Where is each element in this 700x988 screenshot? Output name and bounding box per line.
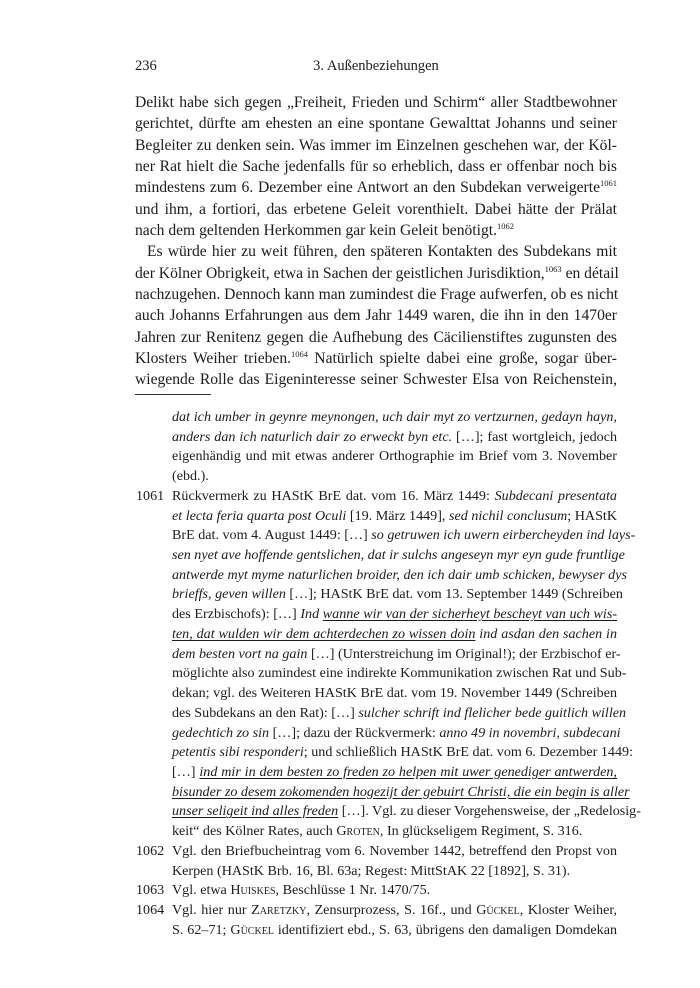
text-line: und ihm, a fortiori, das erbetene Geleit vorenthielt. Dabei hätte der Prälat <box>135 200 617 218</box>
text-line: Klosters Weiher trieben.$^{1064}$ Natürlich spielte dabei eine große, sogar über- <box>135 349 617 368</box>
footnote-1063-line: 1063 Vgl. etwa Huiskes, Beschlüsse 1 Nr. 1470/75. <box>135 881 617 901</box>
text-line: nachzugehen. Dennoch kann man zumindest die Frage aufwerfen, ob es nicht <box>135 286 619 304</box>
footnote-continuation-line: dat ich umber in geynre meynongen, uch dair myt zo vertzurnen, gedayn hayn, <box>172 409 617 425</box>
footnote-ref-1063[interactable]: 1063 <box>544 263 562 274</box>
text-line: auch Johanns Erfahrungen aus dem Jahr 1449 waren, die ihn in den 1470er <box>135 307 617 325</box>
footnote-1061-line: ten, dat wulden wir dem achterdechen zo wissen doin ind asdan den sachen in <box>172 625 617 642</box>
footnote-continuation-line: anders dan ich naturlich dair zo erweckt byn etc. […]; fast wortgleich, jedoch <box>172 428 617 445</box>
text-line: ner Rat hielt die Sache jedenfalls für so erheblich, dass er offenbar noch bis <box>135 158 617 176</box>
text-line: Begleiter zu denken sein. Was immer im Einzelnen geschehen war, der Köl- <box>135 136 617 154</box>
author-name: Zaretzky <box>251 901 307 918</box>
footnote-1061-line: BrE dat. vom 4. August 1449: […] so getruwen ich uwern eirbercheyden ind lays- <box>172 527 636 544</box>
footnote-1061-line: des Subdekans an den Rat): […] sulcher schrift ind flelicher bede guitlich willen <box>172 704 627 721</box>
author-name: Huiskes <box>230 882 276 899</box>
footnote-1061-line <box>135 783 630 803</box>
text-line: nach dem geltenden Herkommen gar kein Geleit benötigt.$^{1062}$ <box>135 221 514 240</box>
footnote-number: 1064 <box>136 901 165 918</box>
main-text <box>135 92 617 391</box>
footnote-ref-1061[interactable]: 1061 <box>600 178 617 189</box>
footnote-1061-line: möglichte also zumindest eine indirekte Kommunikation zwischen Rat und Sub- <box>172 665 627 682</box>
text-line: wiegende Rolle das Eigeninteresse seiner Schwester Elsa von Reichenstein, <box>135 371 617 389</box>
footnote-1061-line: […] ind mir in dem besten zo freden zo helpen mit uwer genediger antwerden, <box>172 763 617 780</box>
footnote-1061-line: 1061 Rückvermerk zu HAStK BrE dat. vom 16. März 1449: Subdecani presentata <box>135 487 617 507</box>
running-head: 3. Außenbeziehungen <box>313 58 439 74</box>
author-name: Gückel <box>230 921 274 938</box>
underlined-quote: bisunder zo desem zokomenden hogezijt der gebuirt Christi, die ein begin is aller <box>172 783 630 800</box>
underlined-quote: ten, dat wulden wir dem achterdechen zo wissen doin <box>172 625 476 642</box>
footnote-1061-line: keit“ des Kölner Rates, auch Groten, In glückseligem Regiment, S. 316. <box>172 823 583 840</box>
footnotes <box>135 408 641 940</box>
underlined-quote: wanne wir van der sicherheyt bescheyt van uch wis- <box>322 606 618 623</box>
text-line: der Kölner Obrigkeit, etwa in Sachen der geistlichen Jurisdiktion,$^{1063}$ en détail <box>135 263 619 282</box>
underlined-quote: ind mir in dem besten zo freden zo helpen mit uwer genediger antwerden, <box>199 763 617 780</box>
footnote-continuation-line: eigenhändig und mit etwas anderer Orthographie im Brief vom 3. November <box>172 448 617 465</box>
footnote-ref-1062[interactable]: 1062 <box>497 221 514 232</box>
text-line: Delikt habe sich gegen „Freiheit, Frieden und Schirm“ aller Stadtbewohner <box>135 94 617 111</box>
page-number: 236 <box>135 58 157 74</box>
underlined-quote: unser seligeit ind alles freden <box>172 803 339 820</box>
author-name: Groten <box>336 823 380 840</box>
footnote-1061-line: brieffs, geven willen […]; HAStK BrE dat. vom 13. September 1449 (Schreiben <box>172 586 623 603</box>
author-name: Gückel <box>476 901 520 918</box>
footnote-1062-line: Kerpen (HAStK Brb. 16, Bl. 63a; Regest: MittStAK 22 [1892], S. 31). <box>172 862 571 879</box>
footnote-ref-1064[interactable]: 1064 <box>291 349 309 360</box>
page-header <box>135 58 617 78</box>
text-line: gerichtet, dürfte am ehesten an eine spontane Gewalttat Johanns und seiner <box>135 115 617 133</box>
text-line: Jahren zur Renitenz gegen die Aufhebung des Cäcilienstiftes zugunsten des <box>135 328 617 346</box>
footnote-1061-line: et lecta feria quarta post Oculi [19. März 1449], sed nichil conclusum; HAStK <box>172 507 618 524</box>
footnote-1061-line: dekan; vgl. des Weiteren HAStK BrE dat. vom 19. November 1449 (Schreiben <box>172 685 617 702</box>
footnote-1064-line: 1064 Vgl. hier nur Zaretzky, Zensurprozess, S. 16f., und Gückel, Kloster Weiher, <box>135 901 617 921</box>
footnote-separator-rule <box>135 394 211 395</box>
footnote-1061-line: unser seligeit ind alles freden […]. Vgl. zu dieser Vorgehensweise, der „Redelosig- <box>172 803 641 820</box>
text-line-paragraph-start: Es würde hier zu weit führen, den späteren Kontakten des Subdekans mit <box>147 243 617 261</box>
footnote-1061-line: dem besten vort na gain […] (Unterstreichung im Original!); der Erzbischof er- <box>172 645 621 662</box>
footnote-number: 1063 <box>136 882 165 899</box>
footnote-1061-line: gedechtich zo sin […]; dazu der Rückvermerk: anno 49 in novembri, subdecani <box>172 724 621 741</box>
footnote-continuation-line: (ebd.). <box>172 468 209 485</box>
footnote-1061-line: sen nyet ave hoffende gentslichen, dat ir sulchs angeseyn myr eyn gude fruntlige <box>172 547 625 564</box>
footnote-number: 1061 <box>136 487 165 504</box>
footnote-number: 1062 <box>136 842 165 859</box>
footnote-1064-line: S. 62–71; Gückel identifiziert ebd., S. 63, übrigens den damaligen Domdekan <box>172 921 618 938</box>
footnote-1061-line: petentis sibi responderi; und schließlich HAStK BrE dat. vom 6. Dezember 1449: <box>172 744 633 761</box>
text-line: mindestens zum 6. Dezember eine Antwort an den Subdekan verweigerte$^{1061}$ <box>135 178 617 197</box>
footnote-1061-line: antwerde myt myme naturlichen broider, den ich dair umb schicken, bewyser dys <box>172 566 627 583</box>
footnote-1062-line: 1062 Vgl. den Briefbucheintrag vom 6. November 1442, betreffend den Propst von <box>135 842 617 862</box>
footnote-1061-line: des Erzbischofs): […] Ind wanne wir van der sicherheyt bescheyt van uch wis- <box>172 606 618 623</box>
